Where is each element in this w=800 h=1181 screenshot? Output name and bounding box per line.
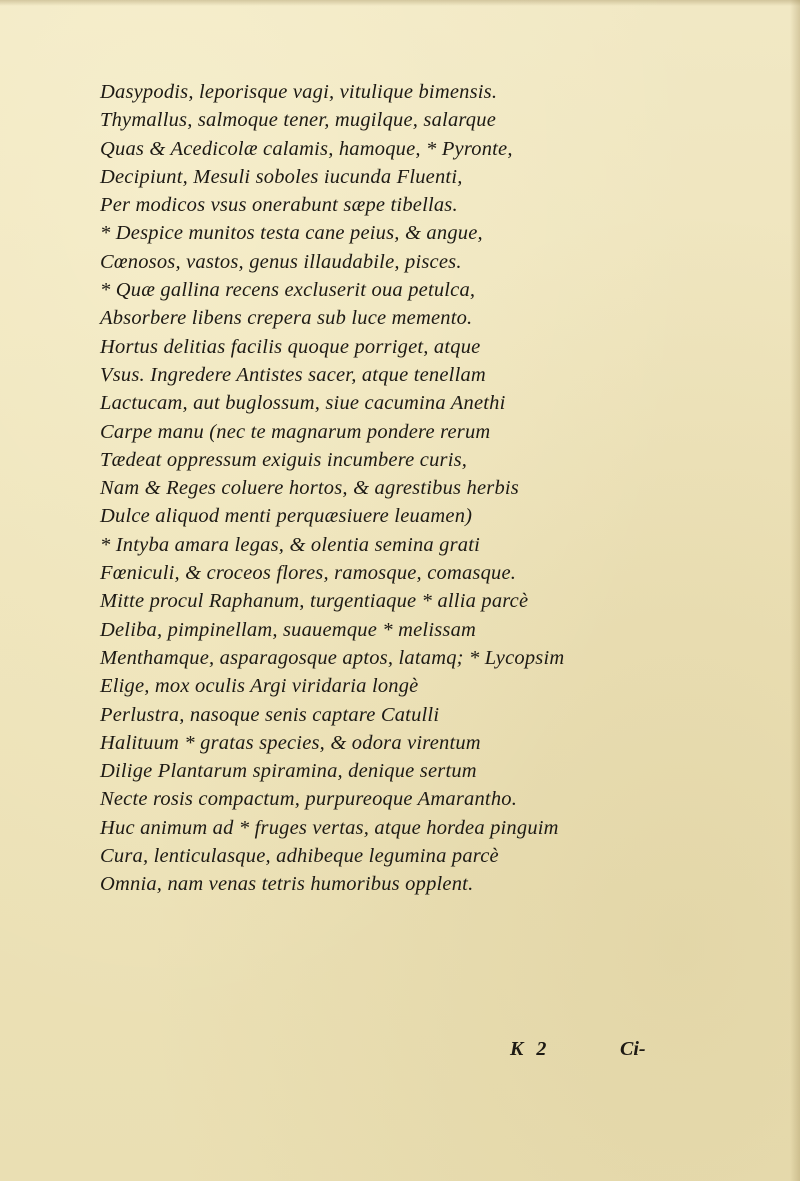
verse-line: Omnia, nam venas tetris humoribus opplent. bbox=[100, 873, 474, 896]
verse-line: Halituum * gratas species, & odora virentum bbox=[100, 731, 481, 754]
verse-line: Menthamque, asparagosque aptos, latamq; * Lycopsim bbox=[100, 646, 565, 669]
verse-line: Dilige Plantarum spiramina, denique sertum bbox=[100, 760, 477, 783]
verse-line: Thymallus, salmoque tener, mugilque, salarque bbox=[100, 109, 497, 132]
verse-line: Hortus delitias facilis quoque porriget, atque bbox=[100, 335, 481, 358]
verse-line: Decipiunt, Mesuli soboles iucunda Fluenti, bbox=[100, 165, 463, 188]
verse-line: Lactucam, aut buglossum, siue cacumina Anethi bbox=[100, 392, 506, 415]
verse-line: Vsus. Ingredere Antistes sacer, atque tenellam bbox=[100, 363, 486, 386]
page-footer bbox=[100, 1038, 660, 1066]
page-right-edge bbox=[790, 0, 800, 1181]
verse-line: Per modicos vsus onerabunt sæpe tibellas. bbox=[100, 194, 458, 217]
signature-mark: K 2 bbox=[510, 1038, 551, 1060]
verse-text-block bbox=[100, 78, 660, 899]
page-top-edge bbox=[0, 0, 800, 6]
verse-line: Necte rosis compactum, purpureoque Amarantho. bbox=[100, 788, 518, 811]
verse-line: Fœniculi, & croceos flores, ramosque, comasque. bbox=[100, 562, 517, 585]
catchword: Ci- bbox=[620, 1038, 646, 1060]
verse-line: Deliba, pimpinellam, suauemque * melissam bbox=[100, 618, 477, 641]
verse-line: Dasypodis, leporisque vagi, vitulique bimensis. bbox=[100, 81, 498, 103]
verse-line: Mitte procul Raphanum, turgentiaque * allia parcè bbox=[100, 590, 529, 613]
verse-line: Absorbere libens crepera sub luce memento. bbox=[100, 307, 473, 330]
verse-line: * Intyba amara legas, & olentia semina grati bbox=[100, 533, 481, 556]
verse-line: Tædeat oppressum exiguis incumbere curis, bbox=[100, 448, 468, 471]
verse-line: Perlustra, nasoque senis captare Catulli bbox=[100, 703, 440, 726]
verse-line: Huc animum ad * fruges vertas, atque hordea pinguim bbox=[100, 816, 559, 839]
verse-line: Dulce aliquod menti perquæsiuere leuamen) bbox=[100, 505, 473, 528]
verse-line: * Quæ gallina recens excluserit oua petulca, bbox=[100, 279, 476, 302]
verse-line: Quas & Acedicolæ calamis, hamoque, * Pyronte, bbox=[100, 137, 513, 160]
verse-line: Elige, mox oculis Argi viridaria longè bbox=[100, 675, 419, 698]
verse-line: Cœnosos, vastos, genus illaudabile, pisces. bbox=[100, 250, 462, 273]
verse-line: Cura, lenticulasque, adhibeque legumina parcè bbox=[100, 845, 499, 868]
verse-line: Nam & Reges coluere hortos, & agrestibus herbis bbox=[100, 477, 519, 500]
verse-line: * Despice munitos testa cane peius, & angue, bbox=[100, 222, 483, 245]
verse-line: Carpe manu (nec te magnarum pondere rerum bbox=[100, 420, 491, 443]
